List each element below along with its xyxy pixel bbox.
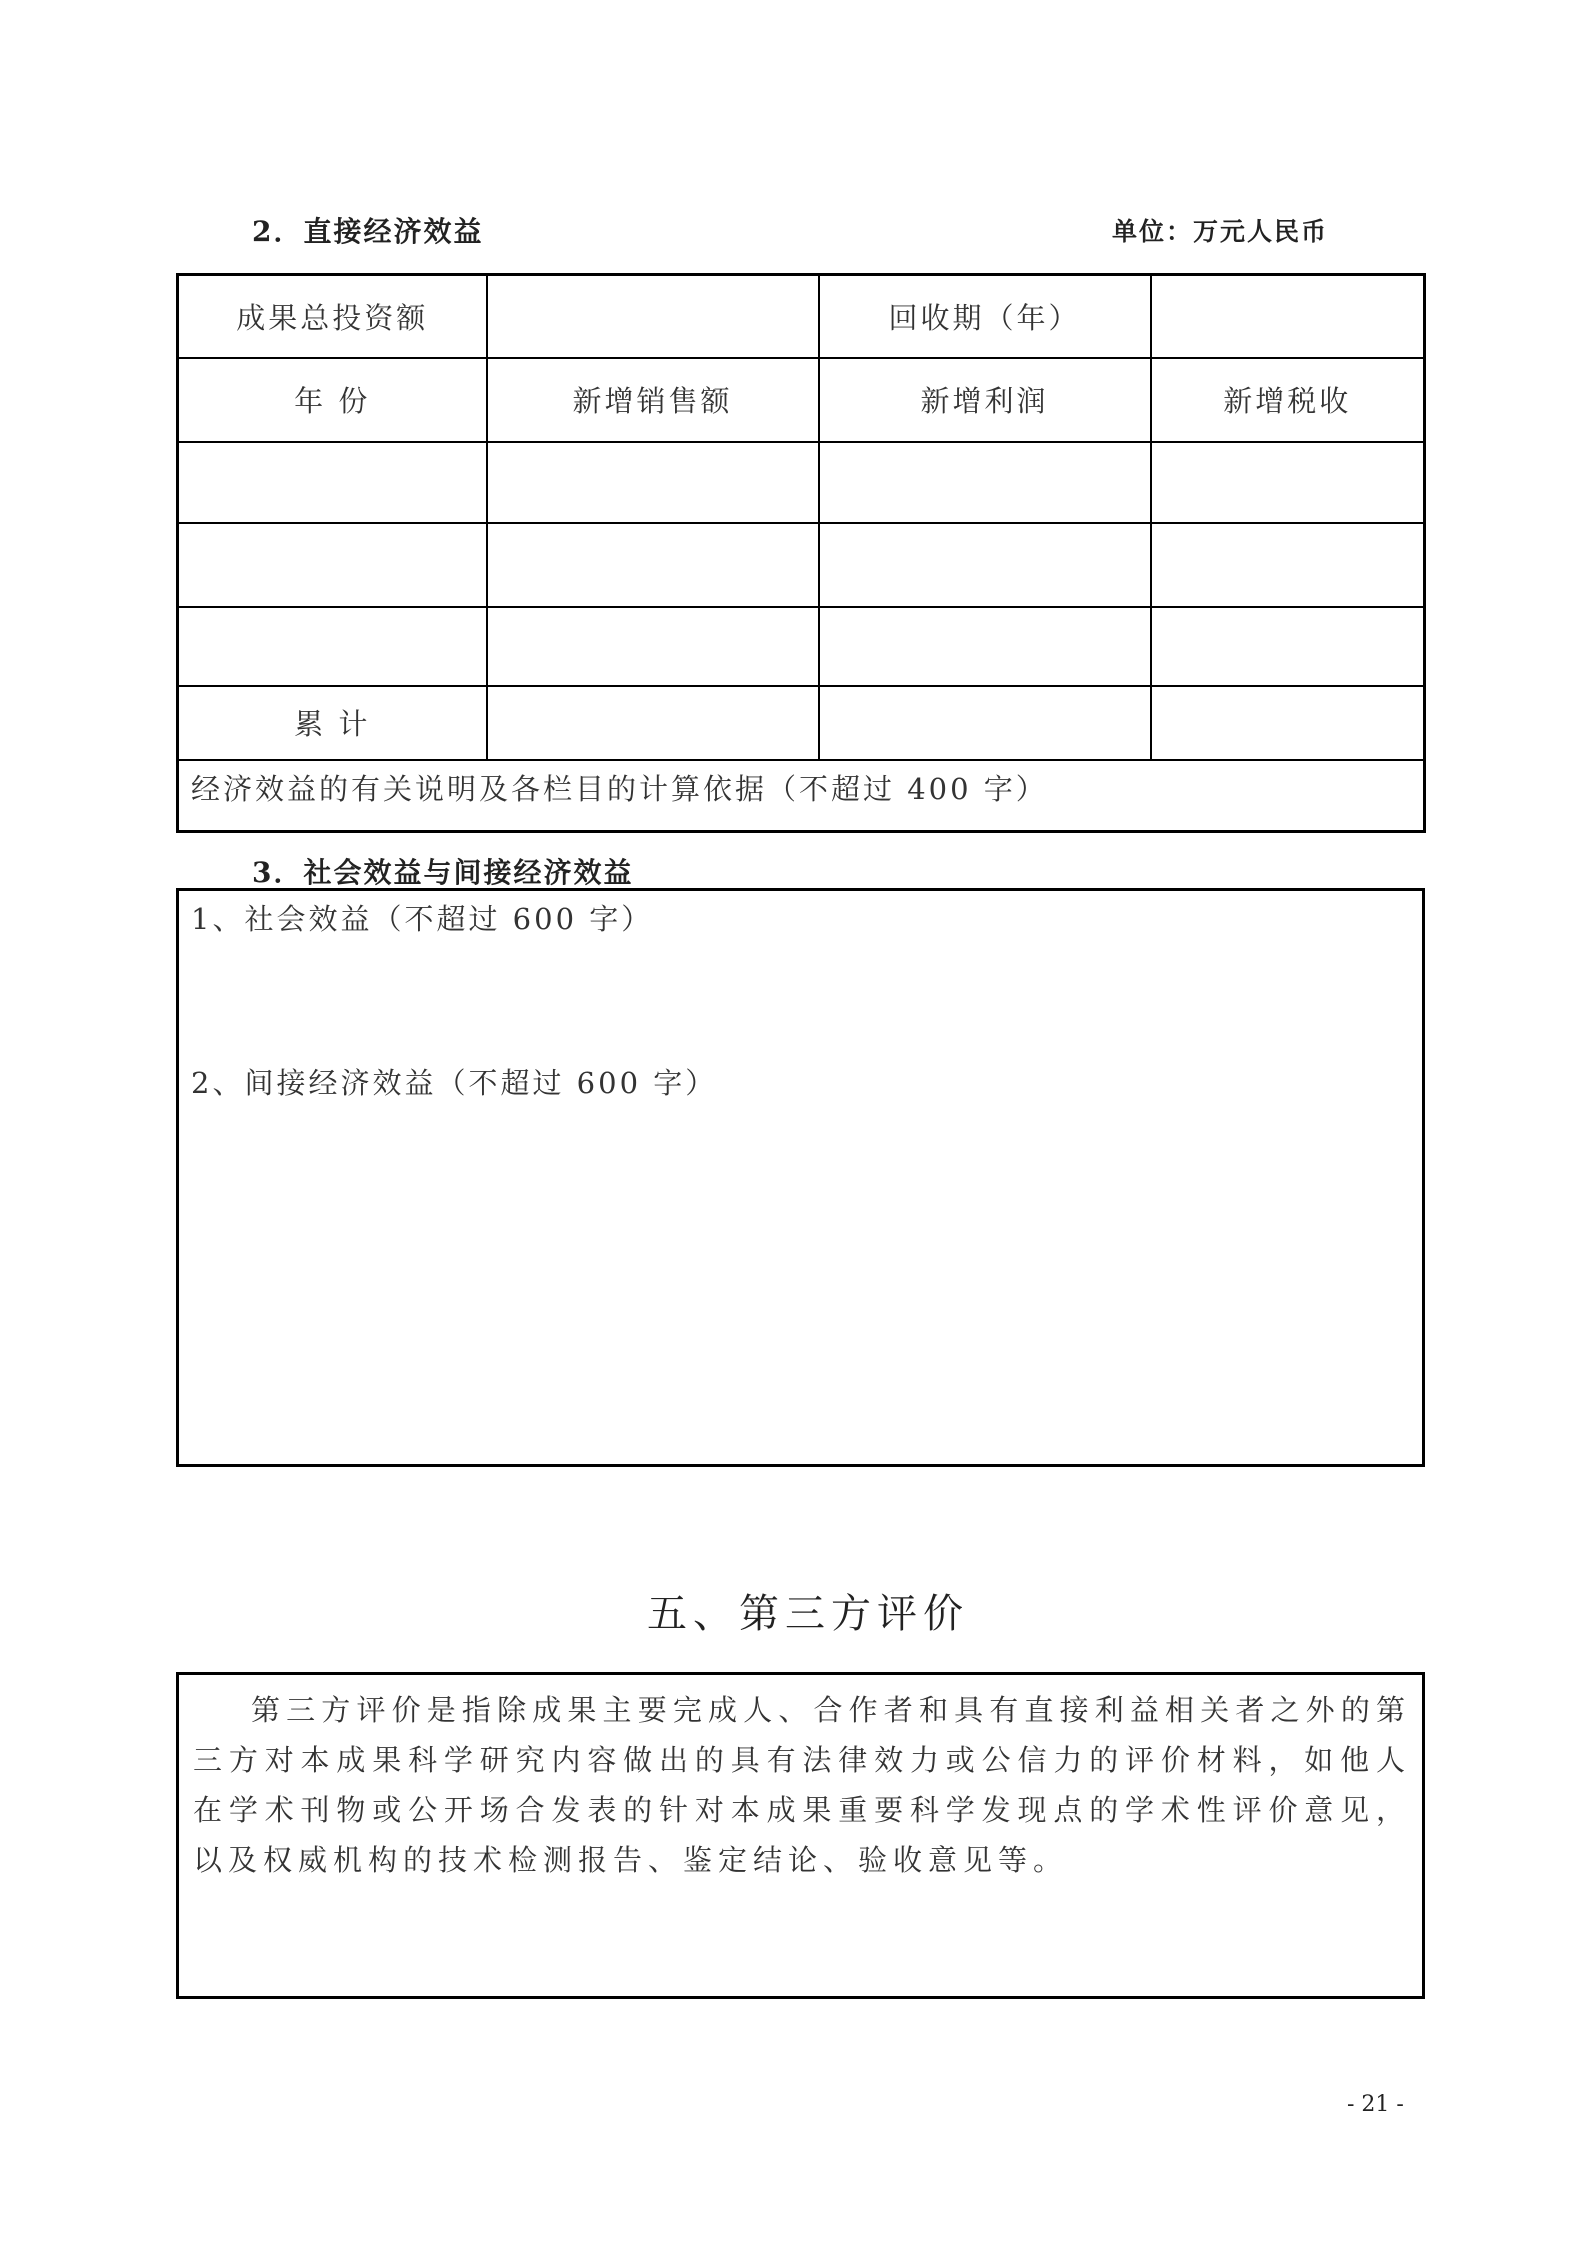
table-cell[interactable] xyxy=(178,442,487,523)
social-benefit-box[interactable] xyxy=(176,888,1425,1467)
table-cell[interactable] xyxy=(819,523,1151,607)
total-investment-value-cell[interactable] xyxy=(487,275,819,358)
economic-note[interactable]: 经济效益的有关说明及各栏目的计算依据（不超过 400 字） xyxy=(178,760,1425,832)
section-title-social-benefit: 3．社会效益与间接经济效益 xyxy=(252,856,634,889)
header-new-sales: 新增销售额 xyxy=(487,358,819,442)
unit-label: 单位：万元人民币 xyxy=(1112,217,1329,246)
section-title-direct-economic: 2．直接经济效益 xyxy=(252,215,484,248)
table-row xyxy=(178,442,1425,523)
table-cell[interactable] xyxy=(819,686,1151,760)
table-cell[interactable] xyxy=(819,442,1151,523)
table-cell[interactable] xyxy=(487,442,819,523)
table-row xyxy=(178,275,1425,358)
table-cell[interactable] xyxy=(487,607,819,686)
note-row xyxy=(178,760,1425,832)
indirect-economic-benefit-item: 2、间接经济效益（不超过 600 字） xyxy=(191,1066,718,1100)
header-new-tax: 新增税收 xyxy=(1151,358,1425,442)
payback-period-value-cell[interactable] xyxy=(1151,275,1425,358)
table-cell[interactable] xyxy=(1151,523,1425,607)
table-cell[interactable] xyxy=(178,523,487,607)
third-party-description: 第三方评价是指除成果主要完成人、合作者和具有直接利益相关者之外的第三方对本成果科学研究内容做出的具有法律效力或公信力的评价材料，如他人在学术刊物或公开场合发表的针对本成果重要科学发现点的学术性评价意见，以及权威机构的技术检测报告、鉴定结论、验收意见等。 xyxy=(193,1693,1411,1877)
table-cell[interactable] xyxy=(1151,686,1425,760)
table-row xyxy=(178,607,1425,686)
payback-period-label: 回收期（年） xyxy=(819,275,1151,358)
page-title: 五、第三方评价 xyxy=(647,1591,969,1637)
table-cell[interactable] xyxy=(487,686,819,760)
total-row xyxy=(178,686,1425,760)
table-cell[interactable] xyxy=(1151,442,1425,523)
table-row xyxy=(178,523,1425,607)
economic-benefit-table xyxy=(176,273,1426,833)
table-cell[interactable] xyxy=(819,607,1151,686)
table-cell[interactable] xyxy=(1151,607,1425,686)
table-header-row xyxy=(178,358,1425,442)
table-cell[interactable] xyxy=(178,607,487,686)
third-party-evaluation-box[interactable] xyxy=(176,1672,1425,1999)
table-cell[interactable] xyxy=(487,523,819,607)
total-label: 累 计 xyxy=(178,686,487,760)
header-year: 年 份 xyxy=(178,358,487,442)
header-new-profit: 新增利润 xyxy=(819,358,1151,442)
total-investment-label: 成果总投资额 xyxy=(178,275,487,358)
page-number: - 21 - xyxy=(1347,2092,1404,2117)
social-benefit-item: 1、社会效益（不超过 600 字） xyxy=(191,902,654,936)
